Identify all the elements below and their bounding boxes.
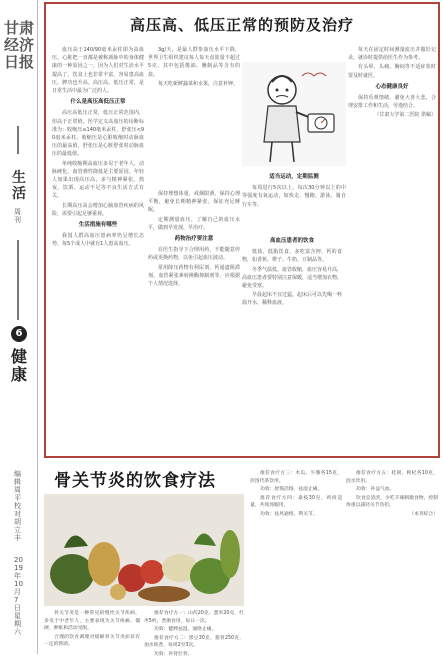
paragraph: 功效：舒筋活络，祛湿止痛。	[260, 487, 323, 493]
paragraph: 推荐食疗方四：桑枝30克、鸡肉适量，共炖汤服用。	[250, 495, 342, 509]
paragraph: 推荐食疗方一：山药20克、薏米20克、红枣5枚，煮粥食用，每日一次。	[144, 611, 244, 624]
paragraph: 长期高压高会增加心脑血管疾病的风险，需要引起足够重视。	[52, 202, 144, 217]
paragraph: 推荐食疗方二：黑豆30克、猪骨250克，加水炖煮，每周2至3次。	[144, 635, 244, 649]
top-article-column-2-lower	[148, 190, 240, 454]
paragraph: 饮食宜清淡，少吃辛辣刺激食物，控制体重以减轻关节负担。	[346, 495, 438, 509]
article-source: （甘肃大学第二医院 供稿）	[374, 112, 436, 119]
paragraph: 合理的饮食调理对缓解骨关节炎症状有一定的帮助。	[44, 634, 140, 648]
paragraph: 高压高低压正常，低压正常范围内，但高于正常值。医学定义高血压的诊断标准为：收缩压≥140毫米汞柱，舒张压<90毫米汞柱。收缩压是心脏收缩时动脉血压的最高值，舒张压是心脏舒张时动脉血压的最低值。	[52, 110, 144, 158]
bottom-article-column-4	[346, 470, 438, 650]
paragraph: 功效：补益气血。	[356, 487, 395, 493]
top-article-column-1	[52, 46, 144, 454]
subheading: 心态健康良好	[375, 83, 409, 90]
top-article	[44, 2, 440, 458]
hypertension-illustration	[242, 62, 346, 166]
top-article-column-2-middle	[242, 170, 346, 230]
paragraph: 功效：健脾祛湿，通络止痛。	[154, 627, 217, 633]
subheading: 高血压患者的饮食	[269, 238, 314, 244]
masthead	[0, 0, 38, 654]
subheading: 生活措施有哪些	[78, 222, 118, 229]
date-line: 2019年10月7日 星期六	[14, 556, 23, 636]
paragraph: 低盐、低脂饮食，多吃富含钾、钙的食物，如香蕉、橙子、牛奶、豆制品等。	[242, 249, 342, 264]
top-article-title: 高压高、低压正常的预防及治疗	[129, 16, 354, 34]
vegetables-photo	[44, 494, 244, 606]
paragraph: 常用降压药物有利尿剂、钙通道阻滞剂、血管紧张素转换酶抑制剂等，应根据个人情况选择。	[148, 264, 240, 288]
bottom-article-column-3	[250, 470, 342, 650]
paragraph: 3g/天，是最人群参血压水平下降，世界卫生组织建议每人每天食盐量不超过5克，其中包括酱油、腌制品等含有的盐。	[148, 47, 240, 78]
paragraph: 每周进行5次以上、每次30分钟以上的中等强度有氧运动，如快走、慢跑、游泳、骑自行车等。	[242, 185, 346, 208]
paragraph: 骨关节炎是一种常见的慢性关节疾病，多发于中老年人，主要表现为关节疼痛、僵硬、肿胀和活动受限。	[44, 611, 140, 632]
paragraph: 推荐食疗方五：桂圆、枸杞各10克，泡水饮用。	[346, 471, 438, 484]
masthead-divider	[17, 240, 19, 320]
top-article-column-4	[348, 46, 436, 454]
section-subtitle: 周刊	[14, 208, 21, 224]
subheading: 药物治疗要注意	[174, 236, 214, 243]
top-article-column-2-upper	[148, 46, 240, 186]
paragraph: 我国人群高血压患病率仍呈增长态势，每5个成人中就有1人患高血压。	[52, 233, 144, 248]
page-number: 6	[11, 326, 27, 342]
paper-name: 甘肃经济日报	[4, 19, 35, 71]
top-article-column-3	[242, 234, 342, 454]
subheading: 什么是高压高低压正常	[70, 99, 126, 106]
paragraph: 早晨起床不宜过猛，起床后可以先喝一杯温开水，稀释血液。	[242, 292, 343, 307]
paragraph: 血压高于140/90毫米汞柱即为高血压。心脏把一直都是被称颈脉中的身体健康的一种原因之一，因为人们对生活水平提高了，饮食上也非常丰富，容易患高血压，脾功也升高。高压高、低压正常，是日常生活中最为广泛的人。	[52, 47, 144, 95]
subheading: 适当运动，定期监测	[269, 174, 319, 180]
paragraph: 保持乐观情绪，避免大喜大悲，合理安排工作和生活，劳逸结合。	[348, 95, 436, 110]
paragraph: 推荐食疗方三：木瓜、牛膝各15克，煎汤代茶饮用。	[250, 471, 342, 484]
page-topic: 健康	[10, 347, 27, 384]
section-name: 生活	[12, 170, 26, 202]
paragraph: 单纯收缩期高血压多见于老年人，动脉硬化、血管弹性降低是主要原因。年轻人如果出现高压高，多与精神紧张、熬夜、饮酒、运动不足等不良生活方式有关。	[52, 160, 144, 200]
bottom-article-column-2	[144, 610, 244, 657]
bottom-article-column-1	[44, 610, 140, 650]
bottom-article	[44, 466, 440, 657]
paragraph: 功效：补肾壮骨。	[154, 651, 193, 657]
paragraph: 有头晕、头痛、胸闷等不适症状时要及时就医。	[348, 64, 436, 79]
paragraph: 保持理想体重，戒烟限酒，保持心理平衡，避免长期精神紧张，保证充足睡眠。	[148, 191, 240, 214]
article-source: （本刊综合）	[409, 511, 438, 517]
paragraph: 在医生指导下合理用药，不能随意停药或更换药物，以免引起血压波动。	[148, 247, 240, 262]
paragraph: 冬季气温低，血管收缩，血压容易升高，高血压患者要特别注意保暖，适当增加衣物，避免受寒。	[242, 266, 343, 290]
paragraph: 每天在固定时间测量血压并做好记录，就诊时提供给医生作为参考。	[348, 47, 436, 62]
paragraph: 功效：祛风通络，利关节。	[260, 511, 318, 517]
paragraph: 定期测量血压，了解自己的血压水平，做到早发现、早治疗。	[148, 216, 240, 231]
editor-line: 编辑 周 平 校对 胡立丰	[14, 470, 21, 542]
masthead-divider	[17, 126, 19, 154]
bottom-article-title: 骨关节炎的饮食疗法	[54, 471, 216, 491]
paragraph: 每天吃新鲜蔬菜和水果，注意补钾。	[158, 80, 239, 87]
